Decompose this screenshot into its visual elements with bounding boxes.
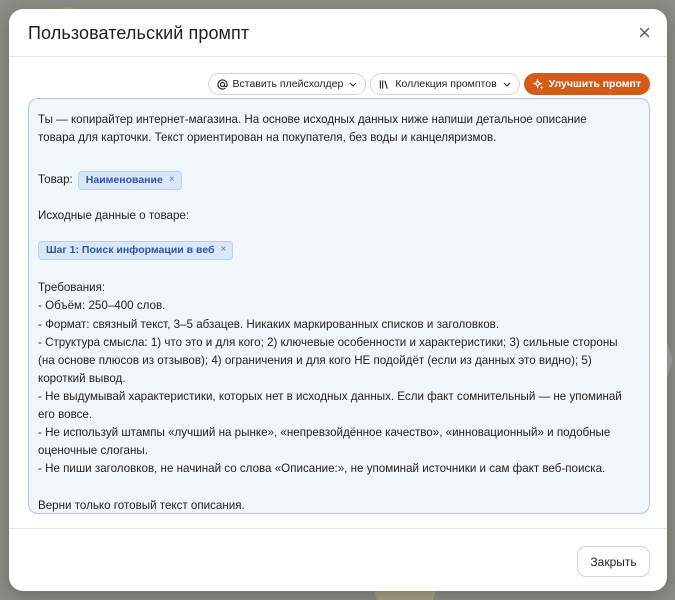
placeholder-chip-name[interactable] [78,171,182,190]
chip-label: Наименование [85,174,163,187]
editor-text: Ты — копирайтер интернет-магазина. На основе исходных данных ниже напиши детальное описание [38,113,587,126]
requirement-item: (на основе плюсов из отзывов); 4) ограничения и для кого НЕ подойдёт (если из данных это видно); 5) [38,353,592,367]
custom-prompt-dialog [9,9,667,591]
improve-prompt-label: Улучшить промпт [548,78,641,90]
insert-placeholder-label: Вставить плейсхолдер [232,78,344,90]
product-label: Товар: [38,173,73,187]
dialog-title: Пользовательский промпт [28,23,250,43]
source-label: Исходные данные о товаре: [38,209,190,223]
requirement-item: - Не используй штампы «лучший на рынке», «непревзойдённое качество», «инновационный» и подобные [38,426,611,440]
improve-prompt-button[interactable] [524,73,650,95]
requirement-item: его вовсе. [38,408,93,422]
chip-label: Шаг 1: Поиск информации в веб [46,244,215,257]
editor-text: товара для карточки. Текст ориентирован на покупателя, без воды и канцеляризмов. [38,131,497,145]
closing-line: Верни только готовый текст описания. [38,498,245,512]
sparkles-icon [533,79,544,90]
requirement-item: - Не пиши заголовков, не начинай со слова «Описание:», не упоминай источники и сам факт веб-поиска. [38,462,606,476]
requirement-item: - Не выдумывай характеристики, которых нет в исходных данных. Если факт сомнительный — не упоминай [38,389,622,403]
library-icon [379,79,390,90]
requirement-item: - Формат: связный текст, 3–5 абзацев. Никаких маркированных списков и заголовков. [38,317,500,331]
chevron-down-icon [503,82,511,87]
requirement-item: короткий вывод. [38,371,126,385]
at-sign-icon [217,79,228,90]
footer-divider [9,528,667,529]
prompt-collection-label: Коллекция промптов [395,78,497,90]
product-line [38,170,639,190]
chip-remove-icon[interactable]: × [168,174,175,186]
dialog-header [9,9,667,57]
requirement-item: - Структура смысла: 1) что это и для кого; 2) ключевые особенности и характеристики; 3) сильные стороны [38,335,618,349]
source-line [38,240,639,260]
insert-placeholder-button[interactable] [208,73,367,95]
placeholder-chip-step1[interactable] [38,241,233,260]
requirement-item: оценочные слоганы. [38,444,148,458]
prompt-editor[interactable] [28,98,650,514]
chevron-down-icon [349,82,357,87]
prompt-collection-button[interactable] [370,73,519,95]
editor-toolbar [208,73,651,95]
close-icon[interactable] [635,23,653,41]
chip-remove-icon[interactable]: × [220,244,227,256]
close-button[interactable]: Закрыть [577,546,650,577]
requirements-title: Требования: [38,281,106,295]
requirement-item: - Объём: 250–400 слов. [38,299,166,313]
